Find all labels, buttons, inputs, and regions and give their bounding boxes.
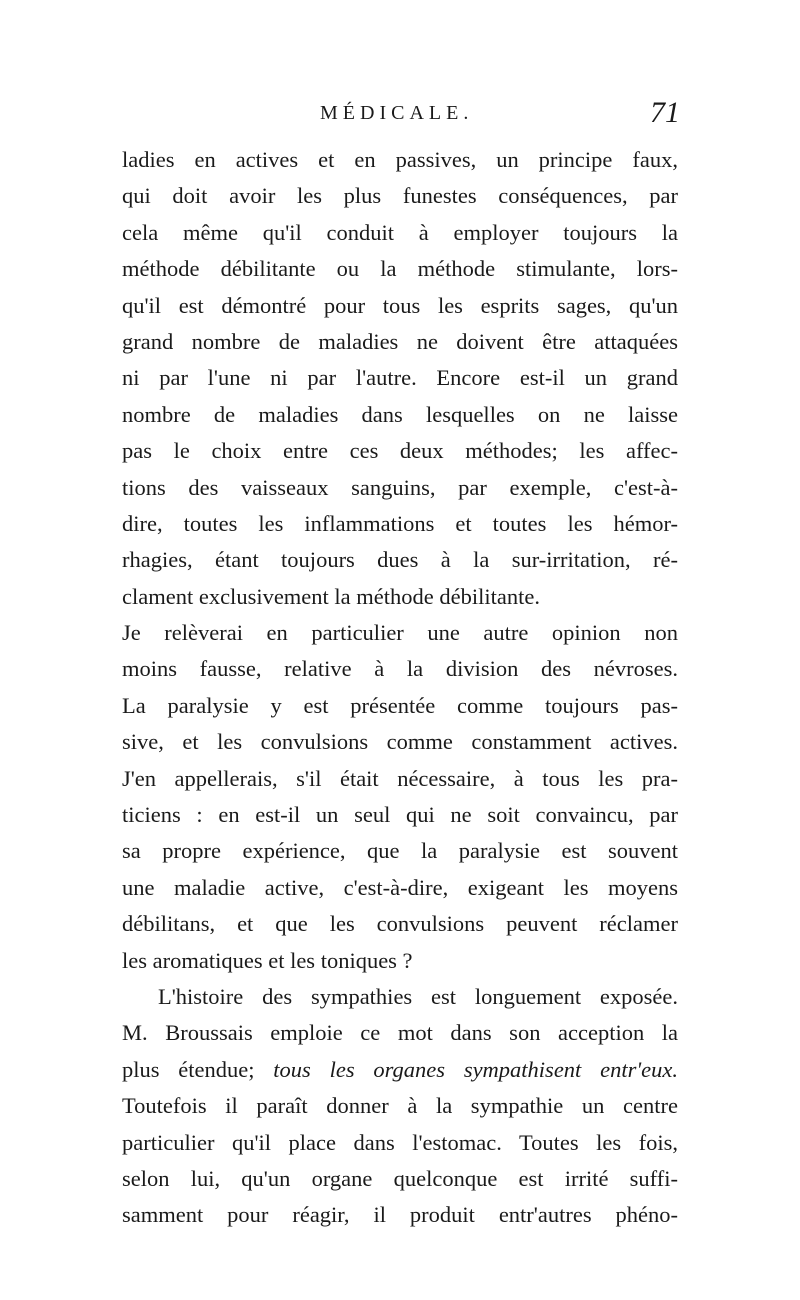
text-line: cela même qu'il conduit à employer toujours la bbox=[122, 219, 678, 245]
text-line: méthode débilitante ou la méthode stimulante, lors- bbox=[122, 256, 678, 282]
text-line: particulier qu'il place dans l'estomac. Toutes les fois, bbox=[122, 1129, 678, 1155]
page-number: 71 bbox=[650, 96, 680, 129]
text-line: Je relèverai en particulier une autre opinion non bbox=[122, 620, 678, 646]
text-line: qu'il est démontré pour tous les esprits sages, qu'un bbox=[122, 292, 678, 318]
text-segment: plus étendue; bbox=[122, 1056, 255, 1082]
text-line: qui doit avoir les plus funestes conséquences, par bbox=[122, 183, 678, 209]
text-line: sa propre expérience, que la paralysie est souvent bbox=[122, 838, 678, 864]
text-line: ticiens : en est-il un seul qui ne soit convaincu, par bbox=[122, 802, 678, 828]
text-line: samment pour réagir, il produit entr'autres phéno- bbox=[122, 1202, 678, 1228]
text-line: ladies en actives et en passives, un principe faux, bbox=[122, 147, 678, 172]
text-line: sive, et les convulsions comme constamment actives. bbox=[122, 729, 678, 755]
text-line: ni par l'une ni par l'autre. Encore est-il un grand bbox=[122, 365, 678, 391]
text-line: moins fausse, relative à la division des névroses. bbox=[122, 656, 678, 682]
text-line: tions des vaisseaux sanguins, par exemple, c'est-à- bbox=[122, 474, 678, 500]
text-line: pas le choix entre ces deux méthodes; les affec- bbox=[122, 438, 678, 464]
text-line: M. Broussais emploie ce mot dans son acception la bbox=[122, 1020, 678, 1046]
text-line: clament exclusivement la méthode débilitante. bbox=[122, 583, 540, 609]
text-line: une maladie active, c'est-à-dire, exigeant les moyens bbox=[122, 874, 678, 900]
text-line: L'histoire des sympathies est longuement exposée. bbox=[158, 983, 678, 1009]
text-line: nombre de maladies dans lesquelles on ne laisse bbox=[122, 401, 678, 427]
italic-quote: tous les organes sympathisent entr'eux. bbox=[254, 1056, 678, 1082]
text-line: selon lui, qu'un organe quelconque est irrité suffi- bbox=[122, 1165, 678, 1191]
text-line-mixed bbox=[122, 1052, 678, 1088]
text-line: débilitans, et que les convulsions peuvent réclamer bbox=[122, 911, 678, 937]
text-line: dire, toutes les inflammations et toutes les hémor- bbox=[122, 510, 678, 536]
text-line: rhagies, étant toujours dues à la sur-irritation, ré- bbox=[122, 547, 678, 573]
running-head bbox=[120, 96, 680, 136]
text-line: J'en appellerais, s'il était nécessaire, à tous les pra- bbox=[122, 765, 678, 791]
text-line: La paralysie y est présentée comme toujours pas- bbox=[122, 692, 678, 718]
text-line: Toutefois il paraît donner à la sympathie un centre bbox=[122, 1093, 678, 1119]
text-line: grand nombre de maladies ne doivent être attaquées bbox=[122, 328, 678, 354]
body-text bbox=[122, 142, 678, 1234]
running-title: MÉDICALE. bbox=[320, 102, 474, 124]
text-line: les aromatiques et les toniques ? bbox=[122, 947, 413, 973]
